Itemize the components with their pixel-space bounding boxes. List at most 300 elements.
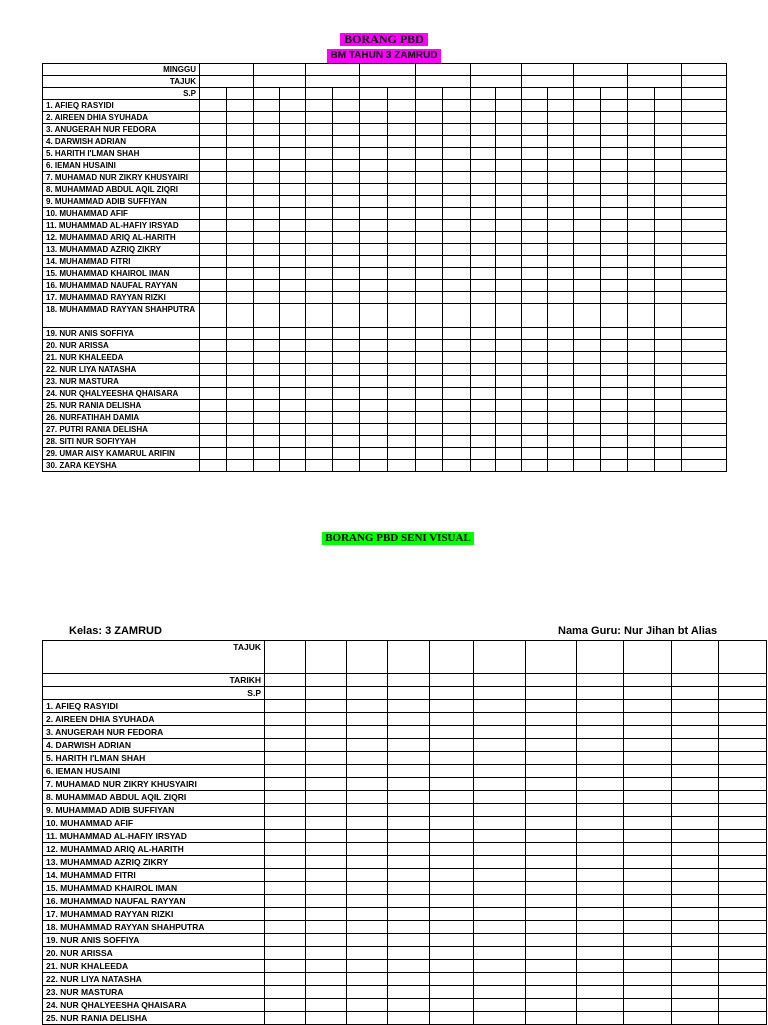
score-cell[interactable]	[306, 268, 333, 280]
score-cell[interactable]	[655, 388, 682, 400]
score-cell[interactable]	[624, 713, 672, 726]
score-cell[interactable]	[430, 752, 474, 765]
score-cell[interactable]	[628, 460, 655, 472]
score-cell[interactable]	[526, 765, 577, 778]
score-cell[interactable]	[628, 256, 655, 268]
score-cell[interactable]	[655, 136, 682, 148]
score-cell[interactable]	[474, 895, 526, 908]
score-cell[interactable]	[430, 882, 474, 895]
score-cell[interactable]	[526, 934, 577, 947]
score-cell[interactable]	[200, 340, 227, 352]
score-cell[interactable]	[306, 778, 347, 791]
score-cell[interactable]	[672, 804, 719, 817]
score-cell[interactable]	[526, 817, 577, 830]
score-cell[interactable]	[306, 448, 333, 460]
score-cell[interactable]	[388, 280, 416, 292]
score-cell[interactable]	[200, 424, 227, 436]
score-cell[interactable]	[254, 160, 280, 172]
score-cell[interactable]	[471, 268, 496, 280]
score-cell[interactable]	[416, 136, 443, 148]
score-cell[interactable]	[333, 412, 360, 424]
score-cell[interactable]	[254, 112, 280, 124]
score-cell[interactable]	[577, 713, 624, 726]
score-cell[interactable]	[672, 765, 719, 778]
score-cell[interactable]	[265, 817, 306, 830]
score-cell[interactable]	[526, 804, 577, 817]
score-cell[interactable]	[333, 136, 360, 148]
score-cell[interactable]	[265, 960, 306, 973]
score-cell[interactable]	[601, 400, 628, 412]
score-cell[interactable]	[227, 412, 254, 424]
score-cell[interactable]	[574, 256, 601, 268]
score-cell[interactable]	[416, 280, 443, 292]
score-cell[interactable]	[306, 292, 333, 304]
score-cell[interactable]	[227, 148, 254, 160]
score-cell[interactable]	[388, 817, 430, 830]
score-cell[interactable]	[471, 328, 496, 340]
score-cell[interactable]	[496, 400, 522, 412]
score-cell[interactable]	[254, 328, 280, 340]
score-cell[interactable]	[227, 256, 254, 268]
score-cell[interactable]	[628, 244, 655, 256]
score-cell[interactable]	[624, 700, 672, 713]
score-cell[interactable]	[254, 244, 280, 256]
score-cell[interactable]	[306, 184, 333, 196]
score-cell[interactable]	[347, 752, 388, 765]
score-cell[interactable]	[577, 778, 624, 791]
score-cell[interactable]	[416, 112, 443, 124]
score-cell[interactable]	[474, 986, 526, 999]
score-cell[interactable]	[548, 112, 574, 124]
score-cell[interactable]	[496, 460, 522, 472]
score-cell[interactable]	[548, 268, 574, 280]
score-cell[interactable]	[628, 268, 655, 280]
score-cell[interactable]	[624, 752, 672, 765]
score-cell[interactable]	[548, 388, 574, 400]
score-cell[interactable]	[471, 340, 496, 352]
score-cell[interactable]	[574, 160, 601, 172]
score-cell[interactable]	[496, 340, 522, 352]
score-cell[interactable]	[628, 292, 655, 304]
score-cell[interactable]	[682, 112, 727, 124]
score-cell[interactable]	[227, 232, 254, 244]
score-cell[interactable]	[574, 352, 601, 364]
score-cell[interactable]	[682, 100, 727, 112]
score-cell[interactable]	[496, 160, 522, 172]
score-cell[interactable]	[254, 148, 280, 160]
score-cell[interactable]	[496, 136, 522, 148]
score-cell[interactable]	[333, 424, 360, 436]
score-cell[interactable]	[574, 448, 601, 460]
score-cell[interactable]	[265, 1012, 306, 1025]
score-cell[interactable]	[333, 388, 360, 400]
score-cell[interactable]	[672, 752, 719, 765]
score-cell[interactable]	[200, 364, 227, 376]
score-cell[interactable]	[719, 817, 767, 830]
score-cell[interactable]	[628, 424, 655, 436]
score-cell[interactable]	[474, 843, 526, 856]
score-cell[interactable]	[601, 148, 628, 160]
score-cell[interactable]	[522, 352, 548, 364]
score-cell[interactable]	[416, 124, 443, 136]
score-cell[interactable]	[280, 148, 306, 160]
score-cell[interactable]	[430, 791, 474, 804]
score-cell[interactable]	[416, 292, 443, 304]
score-cell[interactable]	[430, 999, 474, 1012]
score-cell[interactable]	[655, 184, 682, 196]
score-cell[interactable]	[624, 843, 672, 856]
score-cell[interactable]	[360, 364, 388, 376]
score-cell[interactable]	[719, 960, 767, 973]
score-cell[interactable]	[496, 256, 522, 268]
score-cell[interactable]	[719, 830, 767, 843]
score-cell[interactable]	[254, 376, 280, 388]
score-cell[interactable]	[672, 791, 719, 804]
score-cell[interactable]	[496, 100, 522, 112]
score-cell[interactable]	[360, 208, 388, 220]
score-cell[interactable]	[496, 328, 522, 340]
score-cell[interactable]	[388, 804, 430, 817]
score-cell[interactable]	[360, 100, 388, 112]
score-cell[interactable]	[577, 908, 624, 921]
score-cell[interactable]	[601, 268, 628, 280]
score-cell[interactable]	[265, 986, 306, 999]
score-cell[interactable]	[601, 244, 628, 256]
score-cell[interactable]	[306, 388, 333, 400]
score-cell[interactable]	[471, 364, 496, 376]
score-cell[interactable]	[655, 412, 682, 424]
score-cell[interactable]	[388, 830, 430, 843]
score-cell[interactable]	[655, 328, 682, 340]
score-cell[interactable]	[347, 882, 388, 895]
score-cell[interactable]	[577, 1012, 624, 1025]
score-cell[interactable]	[280, 268, 306, 280]
score-cell[interactable]	[416, 388, 443, 400]
score-cell[interactable]	[471, 388, 496, 400]
score-cell[interactable]	[306, 232, 333, 244]
score-cell[interactable]	[443, 184, 471, 196]
score-cell[interactable]	[719, 726, 767, 739]
score-cell[interactable]	[655, 112, 682, 124]
score-cell[interactable]	[254, 304, 280, 328]
score-cell[interactable]	[522, 388, 548, 400]
score-cell[interactable]	[333, 160, 360, 172]
score-cell[interactable]	[548, 340, 574, 352]
score-cell[interactable]	[719, 804, 767, 817]
score-cell[interactable]	[628, 112, 655, 124]
score-cell[interactable]	[471, 256, 496, 268]
score-cell[interactable]	[522, 172, 548, 184]
score-cell[interactable]	[574, 184, 601, 196]
score-cell[interactable]	[624, 1012, 672, 1025]
score-cell[interactable]	[577, 700, 624, 713]
score-cell[interactable]	[682, 124, 727, 136]
score-cell[interactable]	[548, 400, 574, 412]
score-cell[interactable]	[388, 208, 416, 220]
score-cell[interactable]	[360, 172, 388, 184]
score-cell[interactable]	[280, 196, 306, 208]
score-cell[interactable]	[360, 304, 388, 328]
score-cell[interactable]	[682, 220, 727, 232]
score-cell[interactable]	[577, 882, 624, 895]
score-cell[interactable]	[333, 112, 360, 124]
score-cell[interactable]	[574, 268, 601, 280]
score-cell[interactable]	[306, 340, 333, 352]
score-cell[interactable]	[360, 424, 388, 436]
score-cell[interactable]	[471, 112, 496, 124]
score-cell[interactable]	[388, 328, 416, 340]
score-cell[interactable]	[522, 160, 548, 172]
score-cell[interactable]	[719, 947, 767, 960]
score-cell[interactable]	[548, 376, 574, 388]
score-cell[interactable]	[200, 184, 227, 196]
score-cell[interactable]	[496, 208, 522, 220]
score-cell[interactable]	[601, 424, 628, 436]
score-cell[interactable]	[388, 232, 416, 244]
score-cell[interactable]	[388, 388, 416, 400]
score-cell[interactable]	[280, 364, 306, 376]
score-cell[interactable]	[672, 921, 719, 934]
score-cell[interactable]	[655, 448, 682, 460]
score-cell[interactable]	[360, 280, 388, 292]
score-cell[interactable]	[574, 364, 601, 376]
score-cell[interactable]	[416, 100, 443, 112]
score-cell[interactable]	[628, 184, 655, 196]
score-cell[interactable]	[474, 869, 526, 882]
score-cell[interactable]	[682, 208, 727, 220]
score-cell[interactable]	[601, 172, 628, 184]
score-cell[interactable]	[628, 340, 655, 352]
score-cell[interactable]	[526, 778, 577, 791]
score-cell[interactable]	[655, 376, 682, 388]
score-cell[interactable]	[719, 882, 767, 895]
score-cell[interactable]	[682, 268, 727, 280]
score-cell[interactable]	[306, 148, 333, 160]
score-cell[interactable]	[265, 778, 306, 791]
score-cell[interactable]	[548, 148, 574, 160]
score-cell[interactable]	[360, 220, 388, 232]
score-cell[interactable]	[601, 184, 628, 196]
score-cell[interactable]	[496, 304, 522, 328]
score-cell[interactable]	[306, 280, 333, 292]
score-cell[interactable]	[682, 280, 727, 292]
score-cell[interactable]	[522, 376, 548, 388]
score-cell[interactable]	[265, 934, 306, 947]
score-cell[interactable]	[682, 328, 727, 340]
score-cell[interactable]	[496, 196, 522, 208]
score-cell[interactable]	[360, 328, 388, 340]
score-cell[interactable]	[719, 986, 767, 999]
score-cell[interactable]	[430, 843, 474, 856]
score-cell[interactable]	[388, 713, 430, 726]
score-cell[interactable]	[333, 184, 360, 196]
score-cell[interactable]	[577, 726, 624, 739]
score-cell[interactable]	[333, 148, 360, 160]
score-cell[interactable]	[200, 460, 227, 472]
score-cell[interactable]	[574, 208, 601, 220]
score-cell[interactable]	[628, 208, 655, 220]
score-cell[interactable]	[522, 328, 548, 340]
score-cell[interactable]	[227, 196, 254, 208]
score-cell[interactable]	[265, 752, 306, 765]
score-cell[interactable]	[388, 172, 416, 184]
score-cell[interactable]	[624, 973, 672, 986]
score-cell[interactable]	[548, 184, 574, 196]
score-cell[interactable]	[471, 196, 496, 208]
score-cell[interactable]	[200, 136, 227, 148]
score-cell[interactable]	[227, 124, 254, 136]
score-cell[interactable]	[574, 136, 601, 148]
score-cell[interactable]	[522, 400, 548, 412]
score-cell[interactable]	[522, 232, 548, 244]
score-cell[interactable]	[471, 400, 496, 412]
score-cell[interactable]	[416, 424, 443, 436]
score-cell[interactable]	[682, 352, 727, 364]
score-cell[interactable]	[522, 448, 548, 460]
score-cell[interactable]	[388, 100, 416, 112]
score-cell[interactable]	[227, 376, 254, 388]
score-cell[interactable]	[416, 148, 443, 160]
score-cell[interactable]	[548, 244, 574, 256]
score-cell[interactable]	[624, 960, 672, 973]
score-cell[interactable]	[574, 328, 601, 340]
score-cell[interactable]	[430, 817, 474, 830]
score-cell[interactable]	[265, 804, 306, 817]
score-cell[interactable]	[388, 196, 416, 208]
score-cell[interactable]	[471, 412, 496, 424]
score-cell[interactable]	[548, 280, 574, 292]
score-cell[interactable]	[416, 220, 443, 232]
score-cell[interactable]	[624, 999, 672, 1012]
score-cell[interactable]	[388, 1012, 430, 1025]
score-cell[interactable]	[719, 921, 767, 934]
score-cell[interactable]	[200, 292, 227, 304]
score-cell[interactable]	[360, 256, 388, 268]
score-cell[interactable]	[200, 220, 227, 232]
score-cell[interactable]	[624, 856, 672, 869]
score-cell[interactable]	[474, 726, 526, 739]
score-cell[interactable]	[471, 448, 496, 460]
score-cell[interactable]	[655, 196, 682, 208]
score-cell[interactable]	[227, 328, 254, 340]
score-cell[interactable]	[443, 244, 471, 256]
score-cell[interactable]	[430, 1012, 474, 1025]
score-cell[interactable]	[306, 947, 347, 960]
score-cell[interactable]	[254, 280, 280, 292]
score-cell[interactable]	[682, 136, 727, 148]
score-cell[interactable]	[526, 921, 577, 934]
score-cell[interactable]	[577, 830, 624, 843]
score-cell[interactable]	[200, 280, 227, 292]
score-cell[interactable]	[655, 292, 682, 304]
score-cell[interactable]	[333, 196, 360, 208]
score-cell[interactable]	[430, 921, 474, 934]
score-cell[interactable]	[655, 304, 682, 328]
score-cell[interactable]	[227, 112, 254, 124]
score-cell[interactable]	[430, 934, 474, 947]
score-cell[interactable]	[333, 268, 360, 280]
score-cell[interactable]	[628, 160, 655, 172]
score-cell[interactable]	[628, 412, 655, 424]
score-cell[interactable]	[430, 869, 474, 882]
score-cell[interactable]	[200, 268, 227, 280]
score-cell[interactable]	[254, 460, 280, 472]
score-cell[interactable]	[280, 160, 306, 172]
score-cell[interactable]	[347, 947, 388, 960]
score-cell[interactable]	[628, 304, 655, 328]
score-cell[interactable]	[526, 973, 577, 986]
score-cell[interactable]	[574, 196, 601, 208]
score-cell[interactable]	[306, 895, 347, 908]
score-cell[interactable]	[443, 352, 471, 364]
score-cell[interactable]	[388, 882, 430, 895]
score-cell[interactable]	[360, 400, 388, 412]
score-cell[interactable]	[672, 973, 719, 986]
score-cell[interactable]	[254, 100, 280, 112]
score-cell[interactable]	[672, 739, 719, 752]
score-cell[interactable]	[443, 424, 471, 436]
score-cell[interactable]	[227, 460, 254, 472]
score-cell[interactable]	[719, 1012, 767, 1025]
score-cell[interactable]	[388, 256, 416, 268]
score-cell[interactable]	[280, 112, 306, 124]
score-cell[interactable]	[655, 424, 682, 436]
score-cell[interactable]	[227, 388, 254, 400]
score-cell[interactable]	[474, 973, 526, 986]
score-cell[interactable]	[574, 304, 601, 328]
score-cell[interactable]	[306, 136, 333, 148]
score-cell[interactable]	[360, 160, 388, 172]
score-cell[interactable]	[200, 352, 227, 364]
score-cell[interactable]	[496, 388, 522, 400]
score-cell[interactable]	[360, 268, 388, 280]
score-cell[interactable]	[280, 388, 306, 400]
score-cell[interactable]	[601, 364, 628, 376]
score-cell[interactable]	[347, 765, 388, 778]
score-cell[interactable]	[719, 752, 767, 765]
score-cell[interactable]	[416, 208, 443, 220]
score-cell[interactable]	[306, 460, 333, 472]
score-cell[interactable]	[227, 208, 254, 220]
score-cell[interactable]	[388, 726, 430, 739]
score-cell[interactable]	[280, 400, 306, 412]
score-cell[interactable]	[388, 220, 416, 232]
score-cell[interactable]	[577, 895, 624, 908]
score-cell[interactable]	[526, 700, 577, 713]
score-cell[interactable]	[655, 124, 682, 136]
score-cell[interactable]	[227, 352, 254, 364]
score-cell[interactable]	[719, 843, 767, 856]
score-cell[interactable]	[254, 208, 280, 220]
score-cell[interactable]	[265, 843, 306, 856]
score-cell[interactable]	[388, 973, 430, 986]
score-cell[interactable]	[254, 436, 280, 448]
score-cell[interactable]	[227, 100, 254, 112]
score-cell[interactable]	[306, 882, 347, 895]
score-cell[interactable]	[200, 400, 227, 412]
score-cell[interactable]	[601, 304, 628, 328]
score-cell[interactable]	[227, 400, 254, 412]
score-cell[interactable]	[682, 292, 727, 304]
score-cell[interactable]	[347, 856, 388, 869]
score-cell[interactable]	[347, 895, 388, 908]
score-cell[interactable]	[719, 765, 767, 778]
score-cell[interactable]	[254, 388, 280, 400]
score-cell[interactable]	[548, 160, 574, 172]
score-cell[interactable]	[280, 172, 306, 184]
score-cell[interactable]	[601, 448, 628, 460]
score-cell[interactable]	[628, 436, 655, 448]
